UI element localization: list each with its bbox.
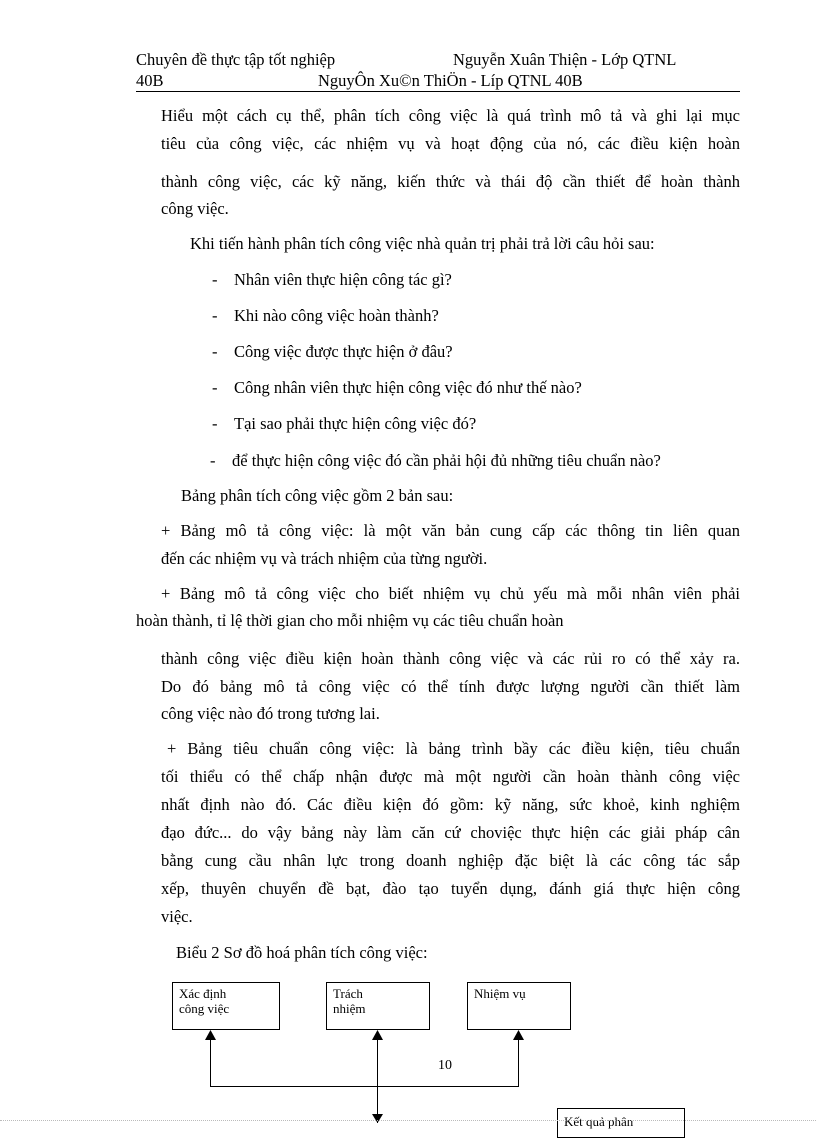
box-label-line: Xác định bbox=[179, 986, 227, 1001]
page-edge bbox=[0, 1120, 816, 1121]
box-label-line: nhiệm bbox=[333, 1001, 366, 1016]
page-number: 10 bbox=[438, 1058, 452, 1073]
p7-line-4: đạo đức... do vậy bảng này làm căn cứ choviệc thực hiện các giải pháp cân bbox=[161, 823, 740, 842]
p7-line-2: tối thiểu có thể chấp nhận được mà một người cần hoàn thành công việc bbox=[161, 767, 740, 786]
dash-marker: - bbox=[212, 342, 218, 361]
box-nhiem-vu bbox=[467, 982, 571, 1030]
p4-line-2: đến các nhiệm vụ và trách nhiệm của từng người. bbox=[161, 549, 488, 568]
p6-line-3: công việc nào đó trong tương lai. bbox=[161, 704, 380, 723]
p5-line-2: hoàn thành, tỉ lệ thời gian cho mỗi nhiệm vụ các tiêu chuẩn hoàn bbox=[136, 611, 564, 630]
connector-line bbox=[518, 1034, 519, 1086]
header-garbled: NguyÔn Xu©n ThiÖn - Líp QTNL 40B bbox=[318, 71, 583, 90]
box-dinh-cong-viec bbox=[172, 982, 280, 1030]
dash-marker: - bbox=[212, 378, 218, 397]
question-text: Khi nào công việc hoàn thành? bbox=[234, 306, 439, 325]
arrow-up-icon bbox=[372, 1030, 383, 1040]
box-label-line: Kết quả phân bbox=[564, 1114, 634, 1129]
p7-line-7: việc. bbox=[161, 907, 193, 926]
p5-line-1: + Bảng mô tả công việc cho biết nhiệm vụ chủ yếu mà mỗi nhân viên phải bbox=[161, 584, 740, 603]
question-item bbox=[212, 306, 439, 326]
dash-marker: - bbox=[212, 270, 218, 289]
p7-line-1: + Bảng tiêu chuẩn công việc: là bảng trình bầy các điều kiện, tiêu chuẩn bbox=[167, 739, 740, 758]
dash-marker: - bbox=[210, 451, 216, 470]
p1-line-4: công việc. bbox=[161, 199, 229, 218]
question-text: Nhân viên thực hiện công tác gì? bbox=[234, 270, 452, 289]
question-text: Tại sao phải thực hiện công việc đó? bbox=[234, 414, 477, 433]
p7-line-5: bằng cung cầu nhân lực trong doanh nghiệp đặc biệt là các công tác sắp bbox=[161, 851, 740, 870]
question-text: Công nhân viên thực hiện công việc đó như thế nào? bbox=[234, 378, 582, 397]
header-class-cont: 40B bbox=[136, 71, 164, 90]
question-item bbox=[212, 378, 582, 398]
p3-text: Bảng phân tích công việc gồm 2 bản sau: bbox=[181, 486, 454, 505]
p2-text: Khi tiến hành phân tích công việc nhà quản trị phải trả lời câu hỏi sau: bbox=[190, 234, 655, 253]
question-item bbox=[212, 270, 452, 290]
dash-marker: - bbox=[212, 306, 218, 325]
box-ket-qua bbox=[557, 1108, 685, 1138]
dash-marker: - bbox=[212, 414, 218, 433]
header-rule bbox=[136, 91, 740, 92]
connector-line bbox=[210, 1034, 211, 1086]
question-item bbox=[210, 451, 661, 471]
arrow-up-icon bbox=[205, 1030, 216, 1040]
header-left: Chuyên đề thực tập tốt nghiệp bbox=[136, 50, 336, 69]
question-text: để thực hiện công việc đó cần phải hội đủ những tiêu chuẩn nào? bbox=[232, 451, 661, 470]
p1-line-2: tiêu của công việc, các nhiệm vụ và hoạt động của nó, các điều kiện hoàn bbox=[161, 134, 740, 153]
question-item bbox=[212, 414, 476, 434]
question-item bbox=[212, 342, 453, 362]
p1-line-1: Hiểu một cách cụ thể, phân tích công việc là quá trình mô tả và ghi lại mục bbox=[161, 106, 740, 125]
p4-line-1: + Bảng mô tả công việc: là một văn bản cung cấp các thông tin liên quan bbox=[161, 521, 740, 540]
header-right: Nguyễn Xuân Thiện - Lớp QTNL bbox=[453, 50, 677, 69]
box-label-line: Nhiệm vụ bbox=[474, 986, 526, 1001]
arrow-up-icon bbox=[513, 1030, 524, 1040]
p7-line-3: nhất định nào đó. Các điều kiện đó gồm: kỹ năng, sức khoẻ, kinh nghiệm bbox=[161, 795, 740, 814]
box-trach-nhiem bbox=[326, 982, 430, 1030]
box-label-line: Trách bbox=[333, 986, 363, 1001]
question-text: Công việc được thực hiện ở đâu? bbox=[234, 342, 453, 361]
p6-line-1: thành công việc điều kiện hoàn thành công việc và các rủi ro có thể xảy ra. bbox=[161, 649, 740, 668]
connector-line bbox=[377, 1034, 378, 1123]
arrow-down-icon bbox=[372, 1114, 383, 1123]
connector-line bbox=[210, 1086, 519, 1087]
p7-line-6: xếp, thuyên chuyển đề bạt, đào tạo tuyển dụng, đánh giá thực hiện công bbox=[161, 879, 740, 898]
figure-caption: Biểu 2 Sơ đồ hoá phân tích công việc: bbox=[176, 943, 428, 962]
box-label-line: công việc bbox=[179, 1001, 230, 1016]
p1-line-3: thành công việc, các kỹ năng, kiến thức và thái độ cần thiết để hoàn thành bbox=[161, 172, 740, 191]
p6-line-2: Do đó bảng mô tả công việc có thể tính được lượng người cần thiết làm bbox=[161, 677, 740, 696]
